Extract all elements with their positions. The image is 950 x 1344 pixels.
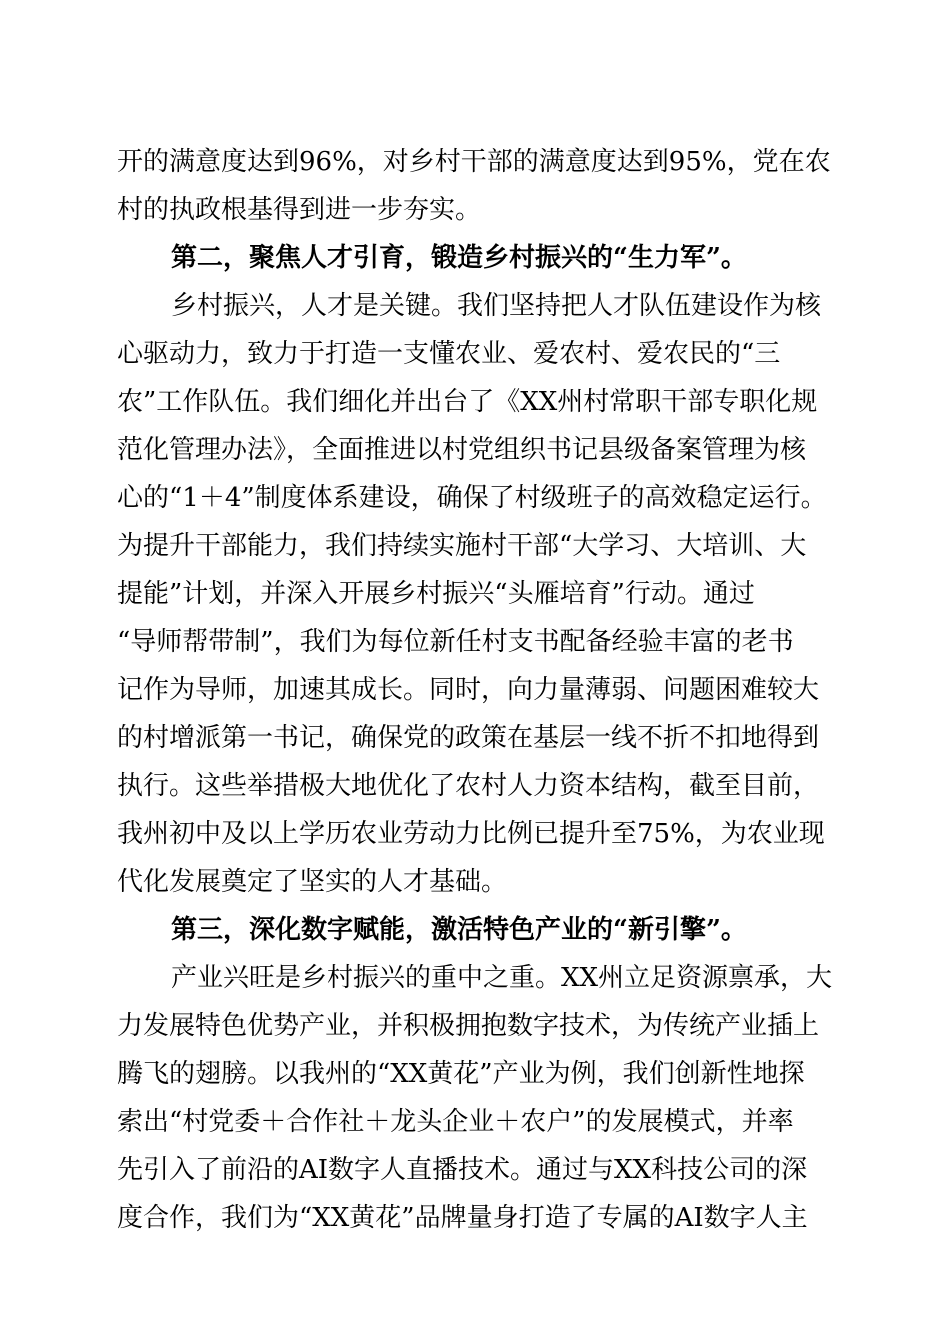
paragraph-first-line: 产业兴旺是乡村振兴的重中之重。XX州立足资源禀承，大	[171, 963, 833, 993]
paragraph-first-line: 乡村振兴，人才是关键。我们坚持把人才队伍建设作为核	[171, 291, 822, 321]
text-line: 心的“1＋4”制度体系建设，确保了村级班子的高效稳定运行。	[117, 483, 827, 513]
text-line: 范化管理办法》，全面推进以村党组织书记县级备案管理为核	[117, 435, 807, 465]
text-line: 先引入了前沿的AI数字人直播技术。通过与XX科技公司的深	[117, 1155, 808, 1185]
text-line: 为提升干部能力，我们持续实施村干部“大学习、大培训、大	[117, 531, 807, 561]
text-line: 提能”计划，并深入开展乡村振兴“头雁培育”行动。通过	[117, 579, 755, 609]
text-line: 的村增派第一书记，确保党的政策在基层一线不折不扣地得到	[117, 723, 820, 753]
text-line: “导师帮带制”，我们为每位新任村支书配备经验丰富的老书	[117, 627, 794, 657]
section-heading: 第二，聚焦人才引育，锻造乡村振兴的“生力军”。	[171, 243, 747, 273]
text-line: 开的满意度达到96%，对乡村干部的满意度达到95%，党在农	[117, 147, 831, 177]
text-line: 农”工作队伍。我们细化并出台了《XX州村常职干部专职化规	[117, 387, 818, 417]
text-line: 执行。这些举措极大地优化了农村人力资本结构，截至目前，	[117, 771, 820, 801]
text-line: 度合作，我们为“XX黄花”品牌量身打造了专属的AI数字人主	[117, 1203, 808, 1233]
text-line: 腾飞的翅膀。以我州的“XX黄花”产业为例，我们创新性地探	[117, 1059, 805, 1089]
section-heading: 第三，深化数字赋能，激活特色产业的“新引擎”。	[171, 915, 747, 945]
text-line: 代化发展奠定了坚实的人才基础。	[117, 867, 508, 897]
text-line: 索出“村党委＋合作社＋龙头企业＋农户”的发展模式，并率	[117, 1107, 794, 1137]
text-line: 记作为导师，加速其成长。同时，向力量薄弱、问题困难较大	[117, 675, 820, 705]
text-line: 我州初中及以上学历农业劳动力比例已提升至75%，为农业现	[117, 819, 825, 849]
text-line: 心驱动力，致力于打造一支懂农业、爱农村、爱农民的“三	[117, 339, 781, 369]
text-line: 村的执政根基得到进一步夯实。	[117, 195, 482, 225]
text-line: 力发展特色优势产业，并积极拥抱数字技术，为传统产业插上	[117, 1011, 820, 1041]
